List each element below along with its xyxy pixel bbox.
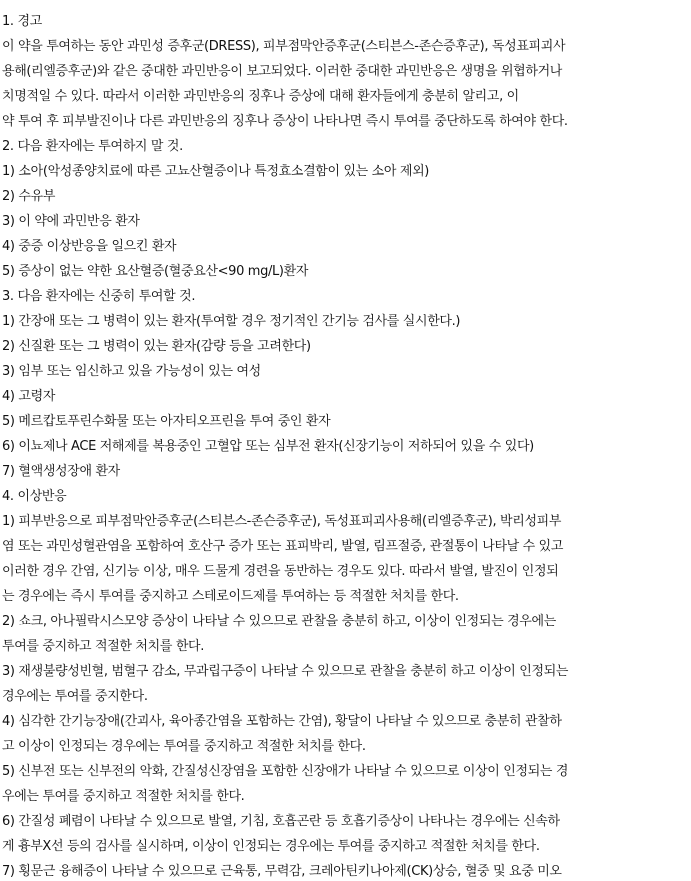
list-item: 3) 이 약에 과민반응 환자 (2, 214, 140, 229)
list-item: 6) 간질성 폐렴이 나타날 수 있으므로 발열, 기침, 호흡곤란 등 호흡기증상이 나타나는 경우에는 신속하 (2, 814, 560, 829)
list-item-continued: 투여를 중지하고 적절한 처치를 한다. (2, 639, 205, 654)
list-item: 1) 간장애 또는 그 병력이 있는 환자(투여할 경우 정기적인 간기능 검사를 실시한다.) (2, 314, 461, 329)
list-item: 3) 재생불량성빈혈, 범혈구 감소, 무과립구증이 나타날 수 있으므로 관찰을 충분히 하고 이상이 인정되는 (2, 664, 569, 679)
list-item-continued: 이러한 경우 간염, 신기능 이상, 매우 드물게 경련을 동반하는 경우도 있다. 따라서 발열, 발진이 인정되 (2, 564, 559, 579)
list-item: 1) 피부반응으로 피부점막안증후군(스티븐스-존슨증후군), 독성표피괴사용해(리엘증후군), 박리성피부 (2, 514, 562, 529)
list-item-continued: 우에는 투여를 중지하고 적절한 처치를 한다. (2, 789, 245, 804)
list-item: 3) 임부 또는 임신하고 있을 가능성이 있는 여성 (2, 364, 261, 379)
list-item: 4) 중증 이상반응을 일으킨 환자 (2, 239, 177, 254)
list-item: 5) 증상이 없는 약한 요산혈증(혈중요산<90 mg/L)환자 (2, 264, 309, 279)
section-heading-warning: 1. 경고 (2, 14, 42, 29)
paragraph-line: 치명적일 수 있다. 따라서 이러한 과민반응의 징후나 증상에 대해 환자들에게 충분히 알리고, 이 (2, 89, 519, 104)
list-item: 7) 혈액생성장애 환자 (2, 464, 120, 479)
list-item-continued: 염 또는 과민성혈관염을 포함하여 호산구 증가 또는 표피박리, 발열, 림프절증, 관절통이 나타날 수 있고 (2, 539, 564, 554)
list-item: 1) 소아(악성종양치료에 따른 고뇨산혈증이나 특정효소결함이 있는 소아 제외) (2, 164, 430, 179)
paragraph-line: 이 약을 투여하는 동안 과민성 증후군(DRESS), 피부점막안증후군(스티븐스-존슨증후군), 독성표피괴사 (2, 39, 566, 54)
paragraph-line: 약 투여 후 피부발진이나 다른 과민반응의 징후나 증상이 나타나면 즉시 투여를 중단하도록 하여야 한다. (2, 114, 568, 129)
list-item: 2) 수유부 (2, 189, 56, 204)
list-item: 5) 신부전 또는 신부전의 악화, 간질성신장염을 포함한 신장애가 나타날 수 있으므로 이상이 인정되는 경 (2, 764, 569, 779)
paragraph-line: 용해(리엘증후군)와 같은 중대한 과민반응이 보고되었다. 이러한 중대한 과민반응은 생명을 위협하거나 (2, 64, 563, 79)
list-item: 4) 심각한 간기능장애(간괴사, 육아종간염을 포함하는 간염), 황달이 나타날 수 있으므로 충분히 관찰하 (2, 714, 562, 729)
list-item-continued: 고 이상이 인정되는 경우에는 투여를 중지하고 적절한 처치를 한다. (2, 739, 366, 754)
list-item: 4) 고령자 (2, 389, 56, 404)
list-item: 2) 신질환 또는 그 병력이 있는 환자(감량 등을 고려한다) (2, 339, 311, 354)
section-heading-adverse-reactions: 4. 이상반응 (2, 489, 67, 504)
list-item: 2) 쇼크, 아나필락시스모양 증상이 나타날 수 있으므로 관찰을 충분히 하고, 이상이 인정되는 경우에는 (2, 614, 556, 629)
list-item-continued: 경우에는 투여를 중지한다. (2, 689, 148, 704)
list-item-continued: 게 흉부X선 등의 검사를 실시하며, 이상이 인정되는 경우에는 투여를 중지하고 적절한 처치를 한다. (2, 839, 540, 854)
list-item: 7) 횡문근 융해증이 나타날 수 있으므로 근육통, 무력감, 크레아틴키나아제(CK)상승, 혈중 및 요중 미오 (2, 864, 562, 879)
section-heading-precautions: 3. 다음 환자에는 신중히 투여할 것. (2, 289, 196, 304)
list-item: 6) 이뇨제나 ACE 저해제를 복용중인 고혈압 또는 심부전 환자(신장기능이 저하되어 있을 수 있다) (2, 439, 534, 454)
section-heading-contraindications: 2. 다음 환자에는 투여하지 말 것. (2, 139, 183, 154)
list-item-continued: 는 경우에는 즉시 투여를 중지하고 스테로이드제를 투여하는 등 적절한 처치를 한다. (2, 589, 459, 604)
list-item: 5) 메르캅토푸린수화물 또는 아자티오프린을 투여 중인 환자 (2, 414, 331, 429)
